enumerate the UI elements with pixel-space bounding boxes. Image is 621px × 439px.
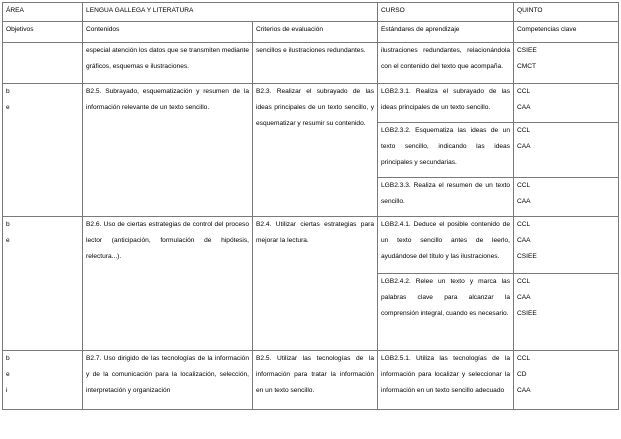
objectives-cell [3, 84, 83, 217]
competences-cell [514, 351, 619, 410]
subject-header: LENGUA GALLEGA Y LITERATURA [83, 3, 378, 22]
competence-item: CSIEE [517, 253, 537, 260]
objectives-header: Objetivos [3, 22, 83, 43]
competence-item: CCL [517, 127, 531, 134]
area-header: ÁREA [3, 3, 83, 22]
competences-cell [514, 43, 619, 84]
objective-item: b [6, 88, 10, 95]
criteria-cell: B2.4. Utilizar ciertas estrategias para mejorar la lectura. [253, 217, 378, 351]
criteria-cell: sencillos e ilustraciones redundantes. [253, 43, 378, 84]
criteria-header: Criterios de evaluación [253, 22, 378, 43]
competences-cell [514, 84, 619, 123]
objective-item: b [6, 355, 10, 362]
objective-item: e [6, 104, 10, 111]
course-header: CURSO [378, 3, 514, 22]
objective-item: e [6, 237, 10, 244]
header-row [3, 3, 619, 22]
standard-cell: ilustraciones redundantes, relacionándola con el contenido del texto que acompaña. [378, 43, 514, 84]
subheader-row [3, 22, 619, 43]
competence-item: CSIEE [517, 47, 537, 54]
criteria-cell: B2.3. Realizar el subrayado de las ideas principales de un texto sencillo, y esquematizar y resumir su contenido. [253, 84, 378, 217]
competence-item: CAA [517, 237, 531, 244]
competence-item: CAA [517, 143, 531, 150]
content-cell: especial atención los datos que se transmiten mediante gráficos, esquemas e ilustraciones. [83, 43, 253, 84]
competences-cell [514, 274, 619, 351]
content-cell: B2.7. Uso dirigido de las tecnologías de la información y de la comunicación para la localización, selección, interpretación y organización [83, 351, 253, 410]
curriculum-table [2, 2, 619, 410]
competence-item: CCL [517, 182, 531, 189]
competence-item: CSIEE [517, 310, 537, 317]
competence-item: CMCT [517, 63, 537, 70]
objectives-cell [3, 43, 83, 84]
competences-cell [514, 178, 619, 217]
table-row [3, 84, 619, 123]
standard-cell: LGB2.3.3. Realiza el resumen de un texto sencillo. [378, 178, 514, 217]
competence-item: CAA [517, 104, 531, 111]
competence-item: CAA [517, 294, 531, 301]
competence-item: CCL [517, 221, 531, 228]
competence-item: CAA [517, 387, 531, 394]
standard-cell: LGB2.4.2. Relee un texto y marca las palabras clave para alcanzar la comprensión integral, cuando es necesario. [378, 274, 514, 351]
standards-header: Estándares de aprendizaje [378, 22, 514, 43]
competence-item: CCL [517, 278, 531, 285]
objective-item: b [6, 221, 10, 228]
standard-cell: LGB2.5.1. Utiliza las tecnologías de la información para localizar y seleccionar la información en un texto sencillo adecuado [378, 351, 514, 410]
standard-cell: LGB2.4.1. Deduce el posible contenido de un texto sencillo antes de leerlo, ayudándose del título y las ilustraciones. [378, 217, 514, 274]
table-row [3, 43, 619, 84]
table-row [3, 351, 619, 410]
criteria-cell: B2.5. Utilizar las tecnologías de la información para tratar la información en un texto sencillo. [253, 351, 378, 410]
objective-item: i [6, 387, 8, 394]
standard-cell: LGB2.3.2. Esquematiza las ideas de un texto sencillo, indicando las ideas principales y secundarias. [378, 123, 514, 178]
competence-item: CAA [517, 198, 531, 205]
objective-item: e [6, 371, 10, 378]
objectives-cell [3, 217, 83, 351]
competences-cell [514, 123, 619, 178]
competence-item: CCL [517, 355, 531, 362]
standard-cell: LGB2.3.1. Realiza el subrayado de las ideas principales de un texto sencillo. [378, 84, 514, 123]
content-cell: B2.5. Subrayado, esquematización y resumen de la información relevante de un texto sencillo. [83, 84, 253, 217]
content-cell: B2.6. Uso de ciertas estrategias de control del proceso lector (anticipación, formulación de hipótesis, relectura...). [83, 217, 253, 351]
contents-header: Contenidos [83, 22, 253, 43]
competences-cell [514, 217, 619, 274]
competence-item: CD [517, 371, 527, 378]
course-value: QUINTO [514, 3, 619, 22]
objectives-cell [3, 351, 83, 410]
competences-header: Competencias clave [514, 22, 619, 43]
table-row [3, 217, 619, 274]
competence-item: CCL [517, 88, 531, 95]
